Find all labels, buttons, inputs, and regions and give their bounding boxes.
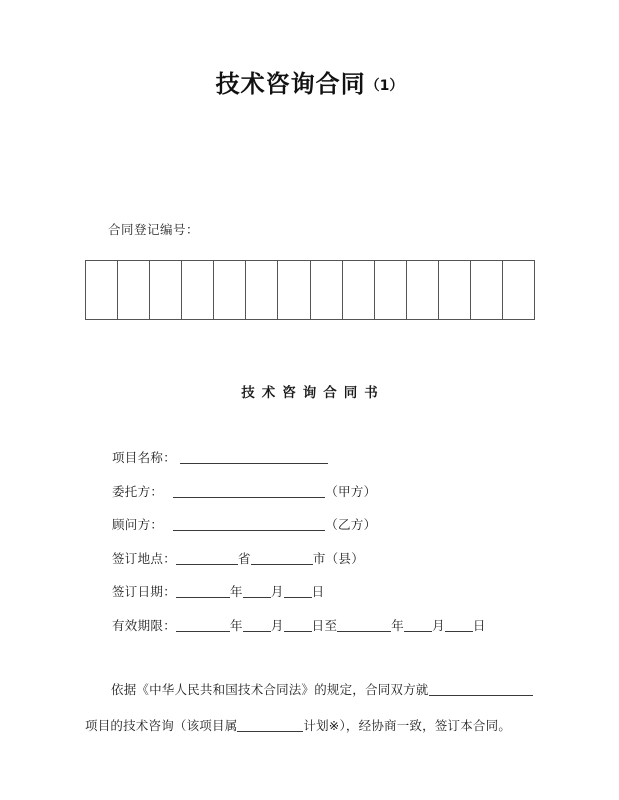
code-cell[interactable] <box>182 261 214 319</box>
field-validity-end-day-input[interactable] <box>445 618 473 632</box>
code-cell[interactable] <box>375 261 407 319</box>
code-cell[interactable] <box>471 261 503 319</box>
field-client-input[interactable] <box>173 484 325 498</box>
code-cell[interactable] <box>246 261 278 319</box>
field-project-name-input[interactable] <box>180 450 328 464</box>
field-client <box>112 484 552 499</box>
page-title-main: 技术咨询合同 <box>215 70 366 98</box>
registration-number-label: 合同登记编号： <box>108 222 200 237</box>
preamble-line-1-text: 依据《中华人民共和国技术合同法》的规定，合同双方就 <box>111 682 429 697</box>
field-client-label: 委托方： <box>112 483 164 499</box>
code-cell[interactable] <box>343 261 375 319</box>
field-validity-period <box>112 618 552 633</box>
field-validity-label: 有效期限： <box>112 617 177 633</box>
preamble-line-2-text-b: 计划※），经协商一致，签订本合同。 <box>303 718 512 733</box>
field-validity-start-year-unit: 年 <box>230 617 243 633</box>
field-sign-date-day-input[interactable] <box>284 584 312 598</box>
contract-sub-heading: 技术咨询合同书 <box>241 385 385 401</box>
contract-form-fields <box>112 450 552 651</box>
field-sign-date-year-unit: 年 <box>230 584 243 599</box>
page-title <box>0 64 619 99</box>
field-validity-end-year-unit: 年 <box>391 617 405 633</box>
field-project-name <box>112 450 552 465</box>
field-sign-place-label: 签订地点： <box>112 550 177 566</box>
code-cell[interactable] <box>86 261 118 319</box>
preamble-line-2-text-a: 项目的技术咨询（该项目属 <box>85 718 238 733</box>
field-validity-start-month-unit: 月 <box>270 617 284 633</box>
field-sign-date-label: 签订日期： <box>112 584 177 599</box>
field-project-name-label: 项目名称： <box>112 450 177 465</box>
field-sign-place-province-input[interactable] <box>176 551 238 565</box>
preamble-plan-input[interactable] <box>237 718 303 732</box>
field-validity-start-day-input[interactable] <box>284 618 312 632</box>
field-validity-end-day-unit: 日 <box>472 617 486 633</box>
preamble-project-input[interactable] <box>429 682 533 696</box>
field-sign-place-city-unit: 市（县） <box>312 550 365 566</box>
field-validity-start-year-input[interactable] <box>176 618 230 632</box>
preamble-line-2 <box>85 708 537 744</box>
field-validity-end-month-unit: 月 <box>432 617 445 633</box>
field-consultant-suffix: （乙方） <box>325 517 377 532</box>
field-consultant-input[interactable] <box>173 517 325 531</box>
field-sign-date-month-input[interactable] <box>243 584 271 598</box>
code-cell[interactable] <box>439 261 471 319</box>
field-validity-end-month-input[interactable] <box>404 618 432 632</box>
field-consultant <box>112 517 552 532</box>
field-validity-end-year-input[interactable] <box>337 618 391 632</box>
field-client-suffix: （甲方） <box>325 483 377 499</box>
field-consultant-label: 顾问方： <box>112 517 164 532</box>
contract-preamble-paragraph <box>85 672 537 744</box>
field-sign-place-city-input[interactable] <box>251 551 313 565</box>
code-cell[interactable] <box>278 261 310 319</box>
code-cell[interactable] <box>150 261 182 319</box>
registration-code-grid[interactable] <box>85 260 535 320</box>
code-cell[interactable] <box>214 261 246 319</box>
field-sign-date-day-unit: 日 <box>311 584 325 599</box>
code-cell[interactable] <box>311 261 343 319</box>
code-cell[interactable] <box>407 261 439 319</box>
preamble-line-1 <box>85 672 537 708</box>
field-sign-date-year-input[interactable] <box>176 584 230 598</box>
field-sign-date <box>112 584 552 599</box>
field-validity-start-month-input[interactable] <box>243 618 271 632</box>
page-title-suffix: （1） <box>365 78 404 94</box>
code-cell[interactable] <box>503 261 534 319</box>
field-validity-start-day-unit: 日至 <box>311 617 338 633</box>
field-sign-place-province-unit: 省 <box>238 550 251 566</box>
code-cell[interactable] <box>118 261 150 319</box>
field-sign-date-month-unit: 月 <box>270 584 284 599</box>
field-sign-place <box>112 551 552 566</box>
